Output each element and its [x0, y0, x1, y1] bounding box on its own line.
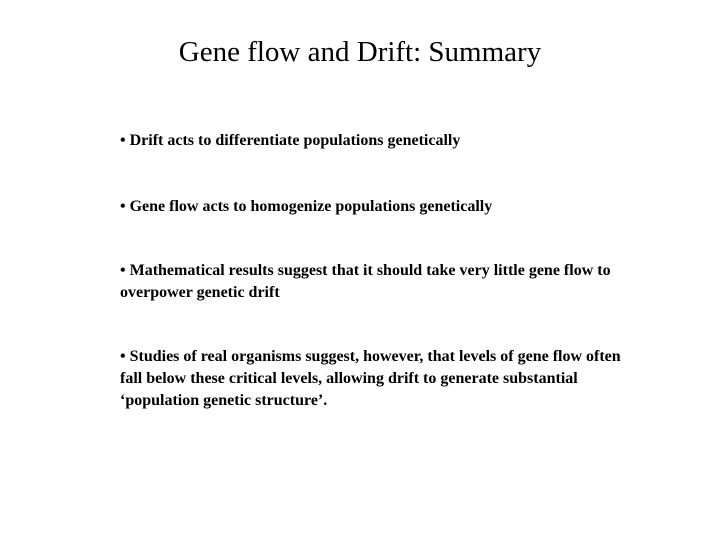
bullet-item: • Gene flow acts to homogenize populations genetically — [120, 198, 493, 215]
bullet-item: • Mathematical results suggest that it should take very little gene flow to overpower genetic drift — [120, 262, 611, 301]
slide-title: Gene flow and Drift: Summary — [178, 36, 542, 68]
bullet-item: • Studies of real organisms suggest, however, that levels of gene flow often fall below these critical levels, allowing drift to generate substantial ‘population genetic structure’. — [120, 348, 621, 409]
bullet-item: • Drift acts to differentiate populations genetically — [120, 132, 461, 149]
